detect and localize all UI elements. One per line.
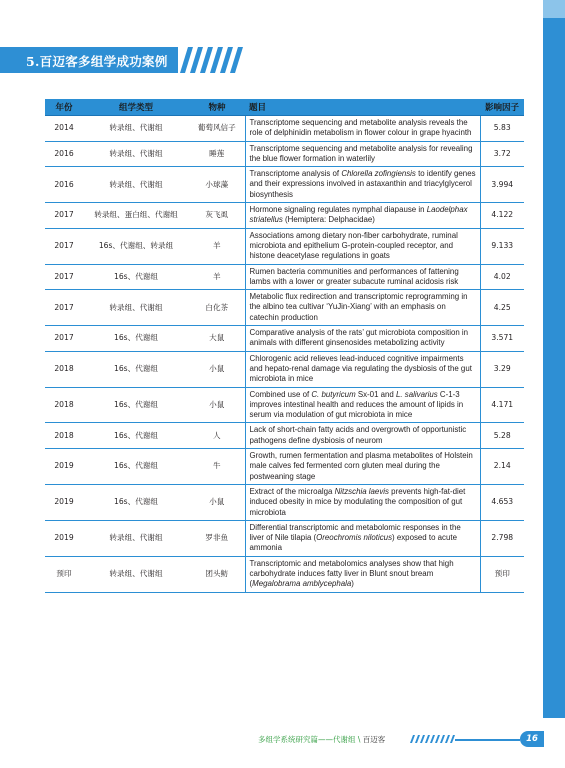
cell-impact-factor: 3.571 bbox=[480, 326, 524, 352]
table-row bbox=[45, 520, 524, 556]
table-row bbox=[45, 351, 524, 387]
footer-brand: 百迈客 bbox=[362, 735, 386, 744]
footer-stripes bbox=[410, 735, 456, 743]
cell-omics-type: 转录组、代谢组 bbox=[83, 116, 189, 142]
cell-title: Extract of the microalga Nitzschia laevis prevents high-fat-diet induced obesity in mice by modulating the composition of gut microbiota bbox=[245, 484, 480, 520]
cell-title: Transcriptome sequencing and metabolite analysis for revealing the blue flower formation in waterlily bbox=[245, 141, 480, 167]
cell-species: 羊 bbox=[189, 228, 245, 264]
cell-species: 大鼠 bbox=[189, 326, 245, 352]
case-table-wrapper bbox=[45, 99, 524, 593]
cell-omics-type: 16s、代谢组 bbox=[83, 484, 189, 520]
cell-species: 小球藻 bbox=[189, 167, 245, 203]
section-title: 5.百迈客多组学成功案例 bbox=[26, 54, 168, 69]
col-header-type: 组学类型 bbox=[83, 99, 189, 116]
cell-species: 牛 bbox=[189, 449, 245, 485]
cell-title: Rumen bacteria communities and performances of fattening lambs with a lower or greater subacute ruminal acidosis risk bbox=[245, 264, 480, 290]
page-number: 16 bbox=[520, 731, 544, 747]
table-row bbox=[45, 141, 524, 167]
cell-title: Differential transcriptomic and metabolomic responses in the liver of Nile tilapia (Oreochromis niloticus) exposed to acute ammonia bbox=[245, 520, 480, 556]
cell-year: 2018 bbox=[45, 387, 83, 423]
cell-impact-factor: 4.122 bbox=[480, 203, 524, 229]
cell-year: 2018 bbox=[45, 351, 83, 387]
cell-impact-factor: 4.02 bbox=[480, 264, 524, 290]
footer-caption bbox=[258, 734, 385, 745]
cell-omics-type: 16s、代谢组 bbox=[83, 387, 189, 423]
cell-impact-factor: 5.28 bbox=[480, 423, 524, 449]
cell-impact-factor: 9.133 bbox=[480, 228, 524, 264]
col-header-year: 年份 bbox=[45, 99, 83, 116]
cell-species: 小鼠 bbox=[189, 484, 245, 520]
cell-title: Growth, rumen fermentation and plasma metabolites of Holstein male calves fed fermented corn gluten meal during the postweaning stage bbox=[245, 449, 480, 485]
col-header-species: 物种 bbox=[189, 99, 245, 116]
cell-year: 2016 bbox=[45, 141, 83, 167]
cell-year: 2017 bbox=[45, 228, 83, 264]
cell-omics-type: 16s、代谢组 bbox=[83, 423, 189, 449]
case-table bbox=[45, 99, 524, 593]
table-row bbox=[45, 228, 524, 264]
cell-year: 2018 bbox=[45, 423, 83, 449]
cell-title: Transcriptome sequencing and metabolite analysis reveals the role of delphinidin metabolism in flower colour in grape hyacinth bbox=[245, 116, 480, 142]
cell-omics-type: 转录组、代谢组 bbox=[83, 141, 189, 167]
cell-title: Transcriptomic and metabolomics analyses show that high carbohydrate induces fatty liver in Blunt snout bream (Megalobrama amblycephala) bbox=[245, 556, 480, 592]
cell-year: 预印 bbox=[45, 556, 83, 592]
table-header-row bbox=[45, 99, 524, 116]
cell-title: Transcriptome analysis of Chlorella zofingiensis to identify genes and their expressions involved in astaxanthin and triacylglycerol biosynthesis bbox=[245, 167, 480, 203]
corner-decoration bbox=[523, 0, 565, 768]
cell-species: 羊 bbox=[189, 264, 245, 290]
cell-title: Combined use of C. butyricum Sx-01 and L. salivarius C-1-3 improves intestinal health and reduces the amount of lipids in serum via modulation of gut microbiota in mice bbox=[245, 387, 480, 423]
cell-omics-type: 16s、代谢组 bbox=[83, 351, 189, 387]
cell-year: 2017 bbox=[45, 264, 83, 290]
cell-species: 睡莲 bbox=[189, 141, 245, 167]
table-row bbox=[45, 290, 524, 326]
cell-title: Metabolic flux redirection and transcriptomic reprogramming in the albino tea cultivar ‘YuJin-Xiang’ with an emphasis on catechin production bbox=[245, 290, 480, 326]
cell-title: Associations among dietary non-fiber carbohydrate, ruminal microbiota and epithelium G-protein-coupled receptor, and histone deacetylase regulations in goats bbox=[245, 228, 480, 264]
cell-species: 人 bbox=[189, 423, 245, 449]
table-row bbox=[45, 387, 524, 423]
cell-omics-type: 16s、代谢组 bbox=[83, 326, 189, 352]
table-row bbox=[45, 116, 524, 142]
table-row bbox=[45, 423, 524, 449]
cell-species: 白化茶 bbox=[189, 290, 245, 326]
table-row bbox=[45, 203, 524, 229]
cell-year: 2019 bbox=[45, 484, 83, 520]
cell-omics-type: 16s、代谢组、转录组 bbox=[83, 228, 189, 264]
cell-species: 灰飞虱 bbox=[189, 203, 245, 229]
table-row bbox=[45, 326, 524, 352]
col-header-title: 题目 bbox=[245, 99, 480, 116]
footer-separator: \ bbox=[355, 735, 363, 744]
header-stripes bbox=[180, 47, 270, 73]
col-header-impact: 影响因子 bbox=[480, 99, 524, 116]
cell-impact-factor: 2.798 bbox=[480, 520, 524, 556]
cell-omics-type: 转录组、代谢组 bbox=[83, 556, 189, 592]
cell-omics-type: 转录组、代谢组 bbox=[83, 167, 189, 203]
cell-year: 2017 bbox=[45, 203, 83, 229]
cell-species: 团头鲂 bbox=[189, 556, 245, 592]
cell-title: Comparative analysis of the rats’ gut microbiota composition in animals with different ginsenosides metabolizing activity bbox=[245, 326, 480, 352]
cell-species: 葡萄风信子 bbox=[189, 116, 245, 142]
table-row bbox=[45, 484, 524, 520]
cell-omics-type: 16s、代谢组 bbox=[83, 449, 189, 485]
cell-impact-factor: 预印 bbox=[480, 556, 524, 592]
table-row bbox=[45, 556, 524, 592]
cell-species: 罗非鱼 bbox=[189, 520, 245, 556]
cell-omics-type: 转录组、代谢组 bbox=[83, 520, 189, 556]
cell-year: 2019 bbox=[45, 449, 83, 485]
cell-omics-type: 转录组、代谢组 bbox=[83, 290, 189, 326]
cell-year: 2014 bbox=[45, 116, 83, 142]
cell-year: 2017 bbox=[45, 290, 83, 326]
cell-impact-factor: 4.171 bbox=[480, 387, 524, 423]
cell-title: Chlorogenic acid relieves lead-induced cognitive impairments and hepato-renal damage via regulating the dysbiosis of the gut microbiota in mice bbox=[245, 351, 480, 387]
cell-year: 2019 bbox=[45, 520, 83, 556]
footer-section: 多组学系统研究篇——代谢组 bbox=[258, 735, 356, 744]
cell-omics-type: 16s、代谢组 bbox=[83, 264, 189, 290]
cell-title: Lack of short-chain fatty acids and overgrowth of opportunistic pathogens define dysbiosis of neurom bbox=[245, 423, 480, 449]
cell-impact-factor: 5.83 bbox=[480, 116, 524, 142]
footer-line bbox=[455, 739, 520, 741]
cell-year: 2016 bbox=[45, 167, 83, 203]
cell-impact-factor: 2.14 bbox=[480, 449, 524, 485]
cell-impact-factor: 3.29 bbox=[480, 351, 524, 387]
cell-omics-type: 转录组、蛋白组、代谢组 bbox=[83, 203, 189, 229]
cell-impact-factor: 4.653 bbox=[480, 484, 524, 520]
cell-species: 小鼠 bbox=[189, 387, 245, 423]
cell-title: Hormone signaling regulates nymphal diapause in Laodelphax striatellus (Hemiptera: Delphacidae) bbox=[245, 203, 480, 229]
table-row bbox=[45, 264, 524, 290]
table-row bbox=[45, 167, 524, 203]
cell-impact-factor: 3.72 bbox=[480, 141, 524, 167]
cell-year: 2017 bbox=[45, 326, 83, 352]
cell-impact-factor: 4.25 bbox=[480, 290, 524, 326]
cell-impact-factor: 3.994 bbox=[480, 167, 524, 203]
table-row bbox=[45, 449, 524, 485]
cell-species: 小鼠 bbox=[189, 351, 245, 387]
